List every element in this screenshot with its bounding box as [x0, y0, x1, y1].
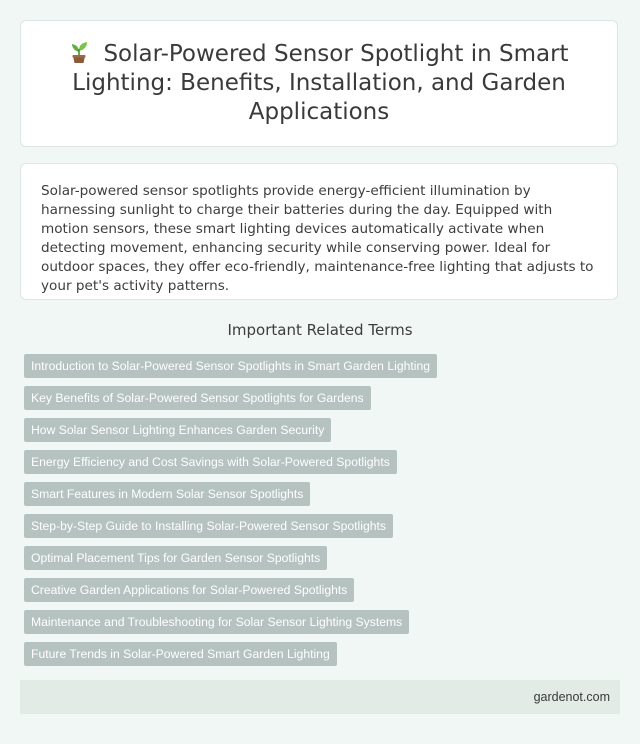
related-term-link[interactable]: Introduction to Solar-Powered Sensor Spotlights in Smart Garden Lighting — [24, 354, 437, 378]
footer — [20, 680, 620, 714]
intro-card — [20, 163, 618, 300]
intro-paragraph: Solar-powered sensor spotlights provide energy-efficient illumination by harnessing sunlight to charge their batteries during the day. Equipped with motion sensors, these smart lighting devices automatically activate when detecting movement, enhancing security while conserving power. Ideal for outdoor spaces, they offer eco-friendly, maintenance-free lighting that adjusts to your pet's activity patterns. — [41, 183, 594, 294]
related-terms-heading: Important Related Terms — [227, 321, 413, 339]
sprout-icon — [69, 40, 89, 64]
related-term-link[interactable]: Step-by-Step Guide to Installing Solar-Powered Sensor Spotlights — [24, 514, 393, 538]
title-card — [20, 20, 618, 147]
related-term-link[interactable]: Key Benefits of Solar-Powered Sensor Spotlights for Gardens — [24, 386, 371, 410]
footer-site-link[interactable]: gardenot.com — [533, 690, 610, 704]
related-term-link[interactable]: Smart Features in Modern Solar Sensor Spotlights — [24, 482, 310, 506]
related-term-link[interactable]: Creative Garden Applications for Solar-Powered Spotlights — [24, 578, 354, 602]
related-term-link[interactable]: How Solar Sensor Lighting Enhances Garden Security — [24, 418, 331, 442]
related-term-link[interactable]: Maintenance and Troubleshooting for Solar Sensor Lighting Systems — [24, 610, 409, 634]
related-term-link[interactable]: Future Trends in Solar-Powered Smart Garden Lighting — [24, 642, 337, 666]
related-terms-list — [24, 354, 614, 674]
page-title-text: Solar-Powered Sensor Spotlight in Smart Lighting: Benefits, Installation, and Garden Applications — [72, 41, 569, 125]
page-title — [51, 40, 587, 127]
related-term-link[interactable]: Optimal Placement Tips for Garden Sensor Spotlights — [24, 546, 327, 570]
related-term-link[interactable]: Energy Efficiency and Cost Savings with Solar-Powered Spotlights — [24, 450, 397, 474]
